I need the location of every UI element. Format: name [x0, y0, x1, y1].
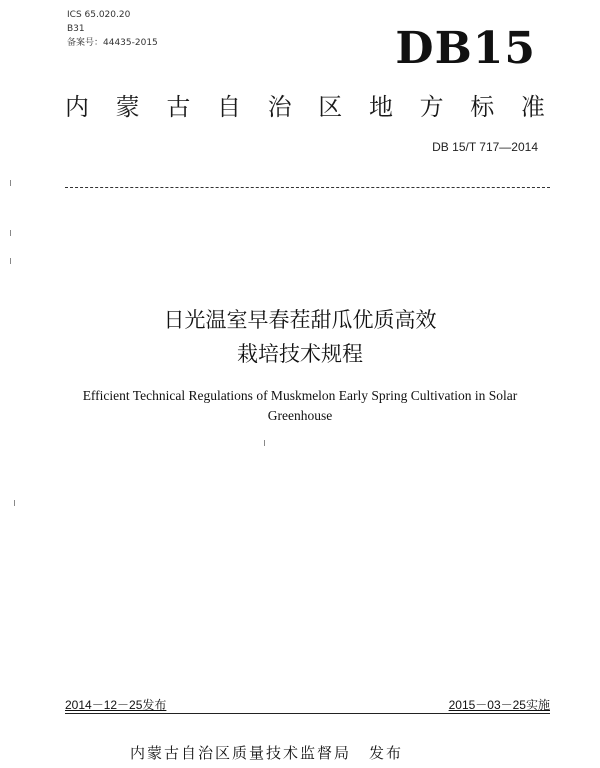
ics-code: ICS 65.020.20	[67, 10, 131, 20]
scan-speck	[10, 230, 11, 236]
db-code-logo: DB15	[395, 23, 536, 74]
classification-block	[67, 8, 158, 50]
footer-divider	[65, 713, 550, 714]
issuer-name: 内蒙古自治区质量技术监督局	[130, 744, 352, 762]
issue-date-text: 2014－12－25发布	[65, 698, 167, 712]
standard-type-char: 地	[368, 93, 393, 121]
standard-type-char: 治	[267, 93, 292, 121]
scan-speck	[264, 440, 265, 446]
filing-number: 备案号：44435-2015	[67, 38, 158, 48]
standard-type-char: 标	[470, 93, 495, 121]
standard-type-char: 古	[166, 93, 191, 121]
standard-number: DB 15/T 717—2014	[432, 140, 538, 154]
title-zh-line-2: 栽培技术规程	[237, 342, 363, 366]
implementation-date	[449, 696, 550, 713]
scan-speck	[10, 180, 11, 186]
title-en-line-1: Efficient Technical Regulations of Muskmelon Early Spring Cultivation in Solar	[82, 388, 518, 403]
standard-type-title	[65, 92, 545, 122]
issue-date	[65, 696, 166, 713]
scan-speck	[14, 500, 15, 506]
header-divider	[65, 187, 550, 188]
standard-type-char: 准	[520, 93, 545, 121]
standard-type-char: 区	[318, 93, 343, 121]
implementation-date-text: 2015－03－25实施	[448, 698, 550, 712]
scan-speck	[10, 258, 11, 264]
standard-type-char: 方	[419, 93, 444, 121]
title-en-line-2: Greenhouse	[267, 408, 333, 423]
document-title-en	[30, 386, 570, 426]
standard-type-char: 蒙	[115, 93, 140, 121]
standard-type-char: 内	[65, 93, 89, 121]
issuing-authority	[130, 742, 403, 763]
document-title-zh	[0, 303, 600, 371]
ccs-code: B31	[67, 24, 85, 34]
title-zh-line-1: 日光温室早春茬甜瓜优质高效	[163, 308, 437, 332]
issue-word: 发布	[369, 744, 404, 762]
standard-type-char: 自	[216, 93, 241, 121]
